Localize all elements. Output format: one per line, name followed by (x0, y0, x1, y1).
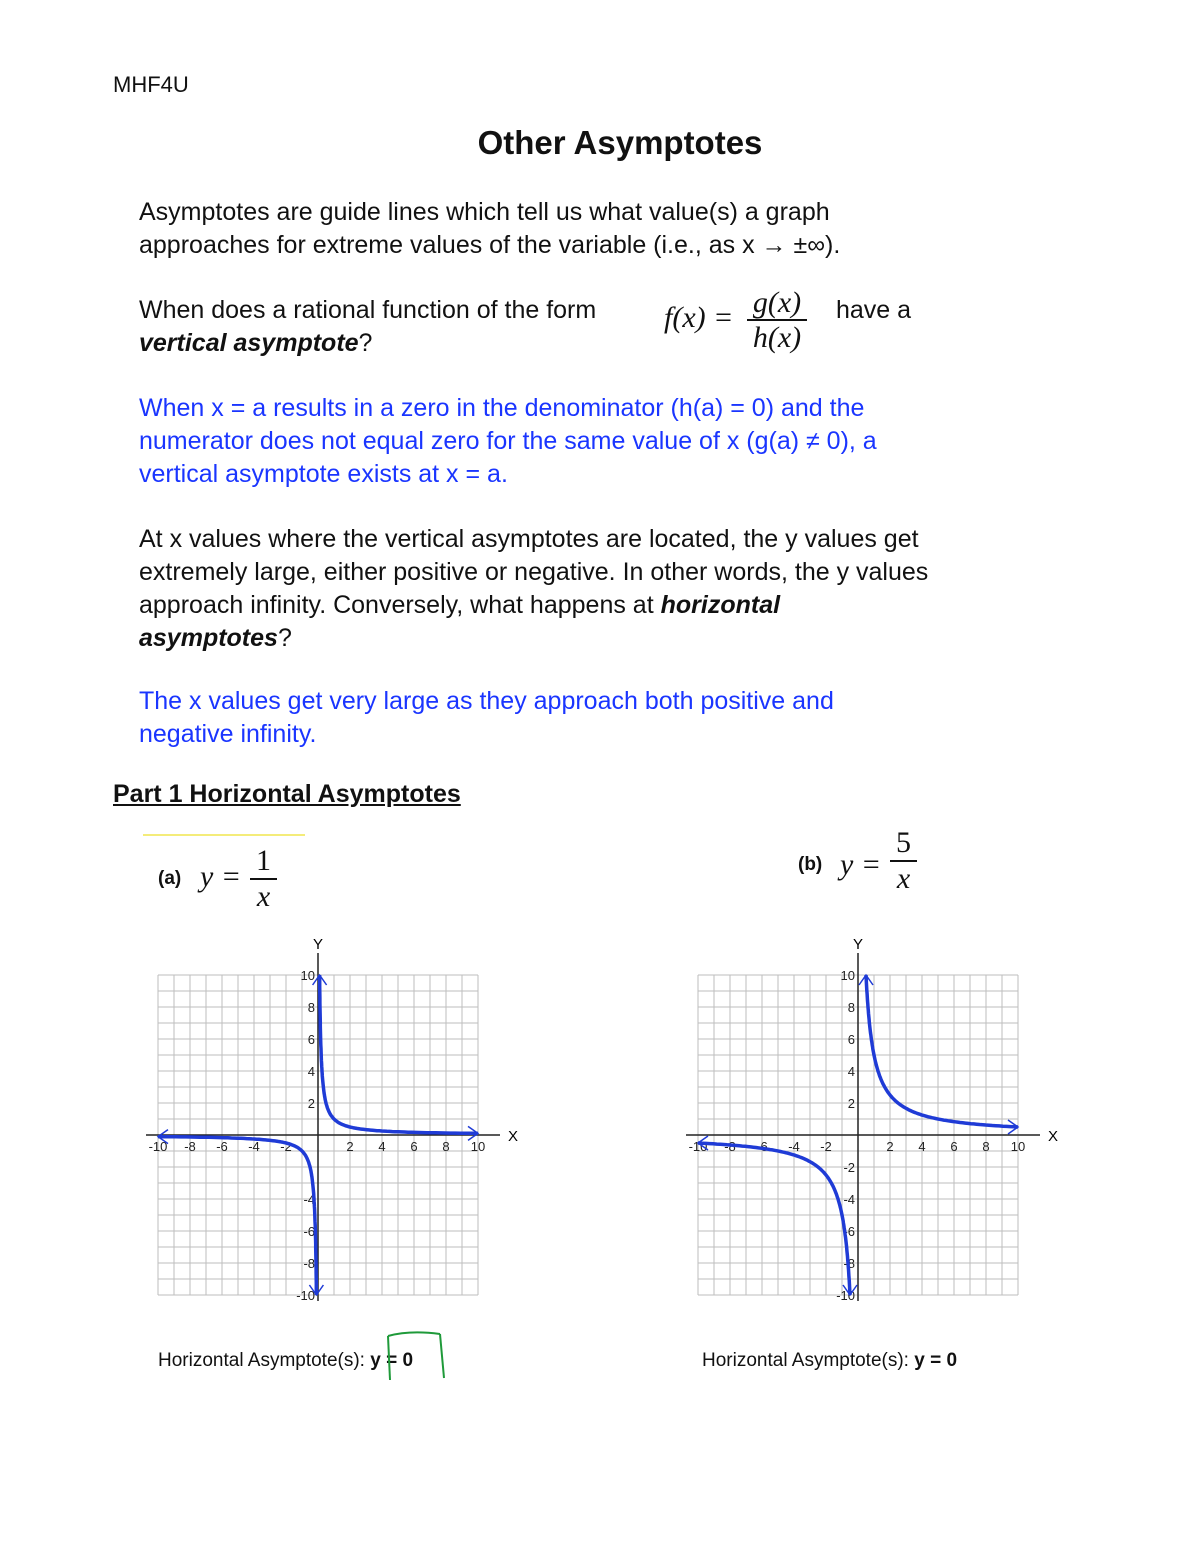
graph-b-x-tick-label: 2 (886, 1139, 894, 1154)
question-text-before: When does a rational function of the form (139, 296, 597, 324)
graph-a-x-tick-label: 10 (470, 1139, 486, 1154)
answer-b-label: Horizontal Asymptote(s): (702, 1350, 909, 1371)
graph-b-y-tick-label: 4 (847, 1064, 855, 1079)
answer-vertical-asymptote (139, 392, 1059, 491)
intro-line-1: Asymptotes are guide lines which tell us what value(s) a graph (139, 198, 830, 226)
para2-line-1: At x values where the vertical asymptotes are located, the y values get (139, 525, 919, 553)
answer-b-value: y = 0 (914, 1350, 958, 1371)
graph-a-x-tick-label: -10 (148, 1139, 168, 1154)
question-end: ? (358, 329, 373, 357)
graph-a-y-tick-label: -4 (303, 1192, 315, 1207)
para2-emph-asymptotes: asymptotes (139, 624, 278, 652)
question-horizontal-asymptote (139, 523, 1059, 655)
answer-a-label: Horizontal Asymptote(s): (158, 1350, 365, 1371)
graph-b-reciprocal (670, 930, 1070, 1320)
graph-b-curve-positive (866, 975, 1018, 1127)
graph-b-y-tick-label: -6 (843, 1224, 855, 1239)
equation-a-denominator: x (256, 880, 271, 913)
equation-b-label: (b) (798, 854, 823, 875)
graph-b-x-tick-label: 8 (982, 1139, 990, 1154)
part1-heading: Part 1 Horizontal Asymptotes (113, 780, 461, 808)
graph-a-y-tick-label: 6 (307, 1032, 315, 1047)
graph-a-x-tick-label: -6 (216, 1139, 228, 1154)
graph-b-x-tick-label: 6 (950, 1139, 958, 1154)
equation-a-label: (a) (158, 868, 182, 889)
graph-b-x-tick-label: 10 (1010, 1139, 1026, 1154)
para2-emph-horizontal: horizontal (660, 591, 781, 619)
graph-a-y-tick-label: 8 (307, 1000, 315, 1015)
answer1-line-2: numerator does not equal zero for the same value of x (g(a) ≠ 0), a (139, 427, 877, 455)
highlight-mark (143, 834, 305, 836)
graph-b-y-tick-label: -8 (843, 1256, 855, 1271)
graph-a-y-tick-label: -8 (303, 1256, 315, 1271)
graph-a-x-axis-label: X (508, 1128, 519, 1145)
question-emphasis: vertical asymptote (139, 329, 359, 357)
answer2-line-2: negative infinity. (139, 720, 317, 748)
graph-b-y-tick-label: 8 (847, 1000, 855, 1015)
graph-b-x-tick-label: -6 (756, 1139, 768, 1154)
graph-a-reciprocal (130, 930, 530, 1320)
graph-a-x-tick-label: 4 (378, 1139, 386, 1154)
graph-b-y-tick-label: -2 (843, 1160, 855, 1175)
graph-a-x-tick-label: -2 (280, 1139, 292, 1154)
graph-a-curve-positive (320, 975, 478, 1133)
graph-a-curve-negative (158, 1137, 316, 1295)
equation-b-denominator: x (896, 862, 911, 895)
graph-b-y-axis-label: Y (853, 936, 864, 953)
equation-a-lhs: y = (200, 860, 242, 893)
equation-b-fraction (890, 826, 917, 896)
para2-line-3: approach infinity. Conversely, what happens at (139, 591, 654, 619)
graph-b-y-tick-label: 2 (847, 1096, 855, 1111)
graph-b-y-tick-label: 10 (840, 968, 855, 983)
graph-a-x-tick-label: 2 (346, 1139, 354, 1154)
function-fx (664, 286, 807, 354)
graph-a-y-tick-label: 10 (300, 968, 315, 983)
intro-line-2: approaches for extreme values of the variable (i.e., as x → ±∞). (139, 231, 841, 259)
graph-b-y-tick-label: -10 (836, 1288, 855, 1303)
intro-paragraph (139, 196, 1059, 262)
question-vertical-asymptote (139, 282, 1059, 362)
graph-a-x-tick-label: 6 (410, 1139, 418, 1154)
fx-lhs: f(x) = (664, 300, 734, 334)
answer-a-value: y = 0 (370, 1350, 414, 1371)
graph-a-y-tick-label: 4 (307, 1064, 315, 1079)
graph-a-x-tick-label: 8 (442, 1139, 450, 1154)
graph-b-y-tick-label: 6 (847, 1032, 855, 1047)
graph-a-x-tick-label: -4 (248, 1139, 260, 1154)
answer2-line-1: The x values get very large as they approach both positive and (139, 687, 834, 715)
page-title: Other Asymptotes (477, 124, 763, 161)
graph-b-y-tick-label: -4 (843, 1192, 855, 1207)
graph-a-x-tick-label: -8 (184, 1139, 196, 1154)
course-code: MHF4U (113, 72, 189, 97)
graph-a-y-tick-label: 2 (307, 1096, 315, 1111)
answer1-line-1: When x = a results in a zero in the denominator (h(a) = 0) and the (139, 394, 865, 422)
para2-end: ? (277, 624, 292, 652)
answer-b (702, 1350, 957, 1372)
answer-a (158, 1350, 413, 1372)
graph-a-y-axis-label: Y (313, 936, 324, 953)
equation-a-fraction (250, 844, 277, 914)
equation-b-numerator: 5 (890, 826, 917, 862)
graph-b-x-tick-label: -10 (688, 1139, 708, 1154)
fx-fraction (747, 286, 807, 354)
graph-b-x-tick-label: 4 (918, 1139, 926, 1154)
answer1-line-3: vertical asymptote exists at x = a. (139, 460, 508, 488)
graph-b-x-tick-label: -8 (724, 1139, 736, 1154)
green-bracket-annotation (380, 1328, 460, 1388)
answer-horizontal-asymptote (139, 685, 1059, 751)
graph-b-x-tick-label: -4 (788, 1139, 800, 1154)
fx-denominator: h(x) (752, 321, 802, 354)
graph-a-y-tick-label: -6 (303, 1224, 315, 1239)
graph-b-curve-negative (698, 1143, 850, 1295)
equation-b-lhs: y = (840, 848, 882, 881)
equation-a-numerator: 1 (250, 844, 277, 880)
graph-a-y-tick-label: -10 (296, 1288, 315, 1303)
graph-b-x-tick-label: -2 (820, 1139, 832, 1154)
graph-b-x-axis-label: X (1048, 1128, 1059, 1145)
fx-numerator: g(x) (747, 286, 807, 321)
question-text-after: have a (836, 296, 912, 324)
para2-line-2: extremely large, either positive or negative. In other words, the y values (139, 558, 929, 586)
